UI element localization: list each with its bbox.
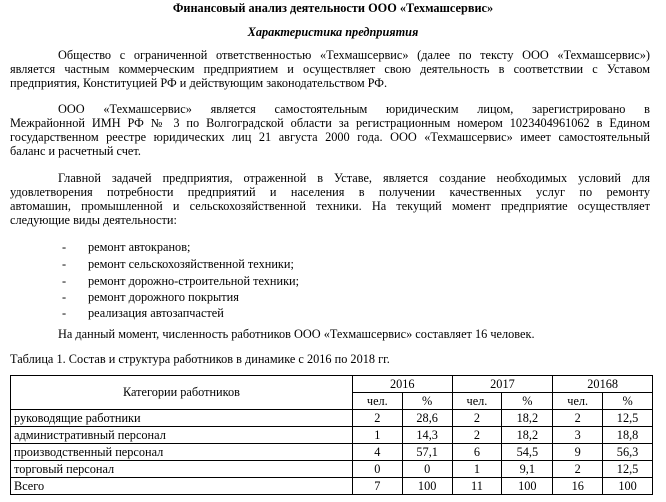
list-bullet: - [62,240,67,254]
table-row [11,461,653,478]
unit-header: % [502,393,553,410]
value-cell: 9 [553,444,603,461]
table-row [11,427,653,444]
paragraph-line: Межрайонной ИМН РФ № 3 по Волгоградской области за регистрационным номером 1023404961062 в Едином [10,116,650,130]
value-cell: 57,1 [402,444,452,461]
paragraph-registration [10,102,650,158]
value-cell: 3 [553,427,603,444]
paragraph-line: Главной задачей предприятия, отраженной в Уставе, является создание необходимых условий для [58,171,650,185]
paragraph-line: автомашин, промышленной и сельскохозяйственной техники. На текущий момент предприятие осуществляет [10,199,650,213]
unit-header: чел. [352,393,402,410]
paragraph-line: является частным коммерческим предприятием и осуществляет свою деятельность в соответствии с Уставом [10,62,650,76]
category-cell: руководящие работники [11,410,353,427]
category-cell: торговый персонал [11,461,353,478]
value-cell: 9,1 [502,461,553,478]
paragraph-line: баланс и расчетный счет. [10,144,141,158]
year-header: 20168 [553,376,653,393]
value-cell: 12,5 [603,410,653,427]
value-cell: 16 [553,478,603,495]
value-cell: 4 [352,444,402,461]
list-bullet: - [62,274,67,288]
value-cell: 18,2 [502,427,553,444]
value-cell: 18,2 [502,410,553,427]
list-item: ремонт дорожного покрытия [88,290,239,304]
value-cell: 18,8 [603,427,653,444]
value-cell: 14,3 [402,427,452,444]
year-header: 2016 [352,376,452,393]
value-cell: 12,5 [603,461,653,478]
table-row [11,410,653,427]
value-cell: 2 [352,410,402,427]
unit-header: % [402,393,452,410]
value-cell: 2 [452,410,502,427]
table-header-row [11,376,653,393]
value-cell: 0 [402,461,452,478]
list-item: ремонт автокранов; [88,240,191,254]
list-bullet: - [62,306,67,320]
staff-structure-table [10,375,653,495]
value-cell: 100 [402,478,452,495]
list-bullet: - [62,257,67,271]
section-heading: Характеристика предприятия [247,25,419,39]
document-title: Финансовый анализ деятельности ООО «Техмашсервис» [172,1,494,15]
category-cell: производственный персонал [11,444,353,461]
paragraph-line: удовлетворения потребности предприятий и населения в получении качественных услуг по ремонту [10,185,650,199]
paragraph-line: Общество с ограниченной ответственностью «Техмашсервис» (далее по тексту ООО «Техмашсервис») [58,48,650,62]
value-cell: 56,3 [603,444,653,461]
category-cell: административный персонал [11,427,353,444]
unit-header: чел. [553,393,603,410]
list-item: ремонт сельскохозяйственной техники; [88,257,294,271]
unit-header: чел. [452,393,502,410]
paragraph-line: государственном реестре юридических лиц 21 августа 2000 года. ООО «Техмашсервис» имеет самостоятельный [10,130,650,144]
value-cell: 28,6 [402,410,452,427]
value-cell: 7 [352,478,402,495]
paragraph-line: следующие виды деятельности: [10,213,177,227]
list-item: реализация автозапчастей [88,306,224,320]
table-caption: Таблица 1. Состав и структура работников в динамике с 2016 по 2018 гг. [10,352,390,366]
list-item: ремонт дорожно-строительной техники; [88,274,300,288]
paragraph-intro [10,48,650,90]
value-cell: 2 [553,461,603,478]
value-cell: 1 [452,461,502,478]
year-header: 2017 [452,376,553,393]
value-cell: 1 [352,427,402,444]
value-cell: 0 [352,461,402,478]
category-header: Категории работников [11,376,353,410]
value-cell: 6 [452,444,502,461]
list-bullet: - [62,290,67,304]
value-cell: 11 [452,478,502,495]
paragraph-headcount: На данный момент, численность работников ООО «Техмашсервис» составляет 16 человек. [58,327,535,341]
value-cell: 100 [502,478,553,495]
table-total-row [11,478,653,495]
value-cell: 2 [452,427,502,444]
paragraph-line: ООО «Техмашсервис» является самостоятельным юридическим лицом, зарегистрировано в [58,102,650,116]
paragraph-line: предприятия, Конституцией РФ и действующим законодательством РФ. [10,76,388,90]
unit-header: % [603,393,653,410]
value-cell: 2 [553,410,603,427]
category-cell: Всего [11,478,353,495]
value-cell: 54,5 [502,444,553,461]
paragraph-main-task [10,171,650,227]
value-cell: 100 [603,478,653,495]
table-row [11,444,653,461]
